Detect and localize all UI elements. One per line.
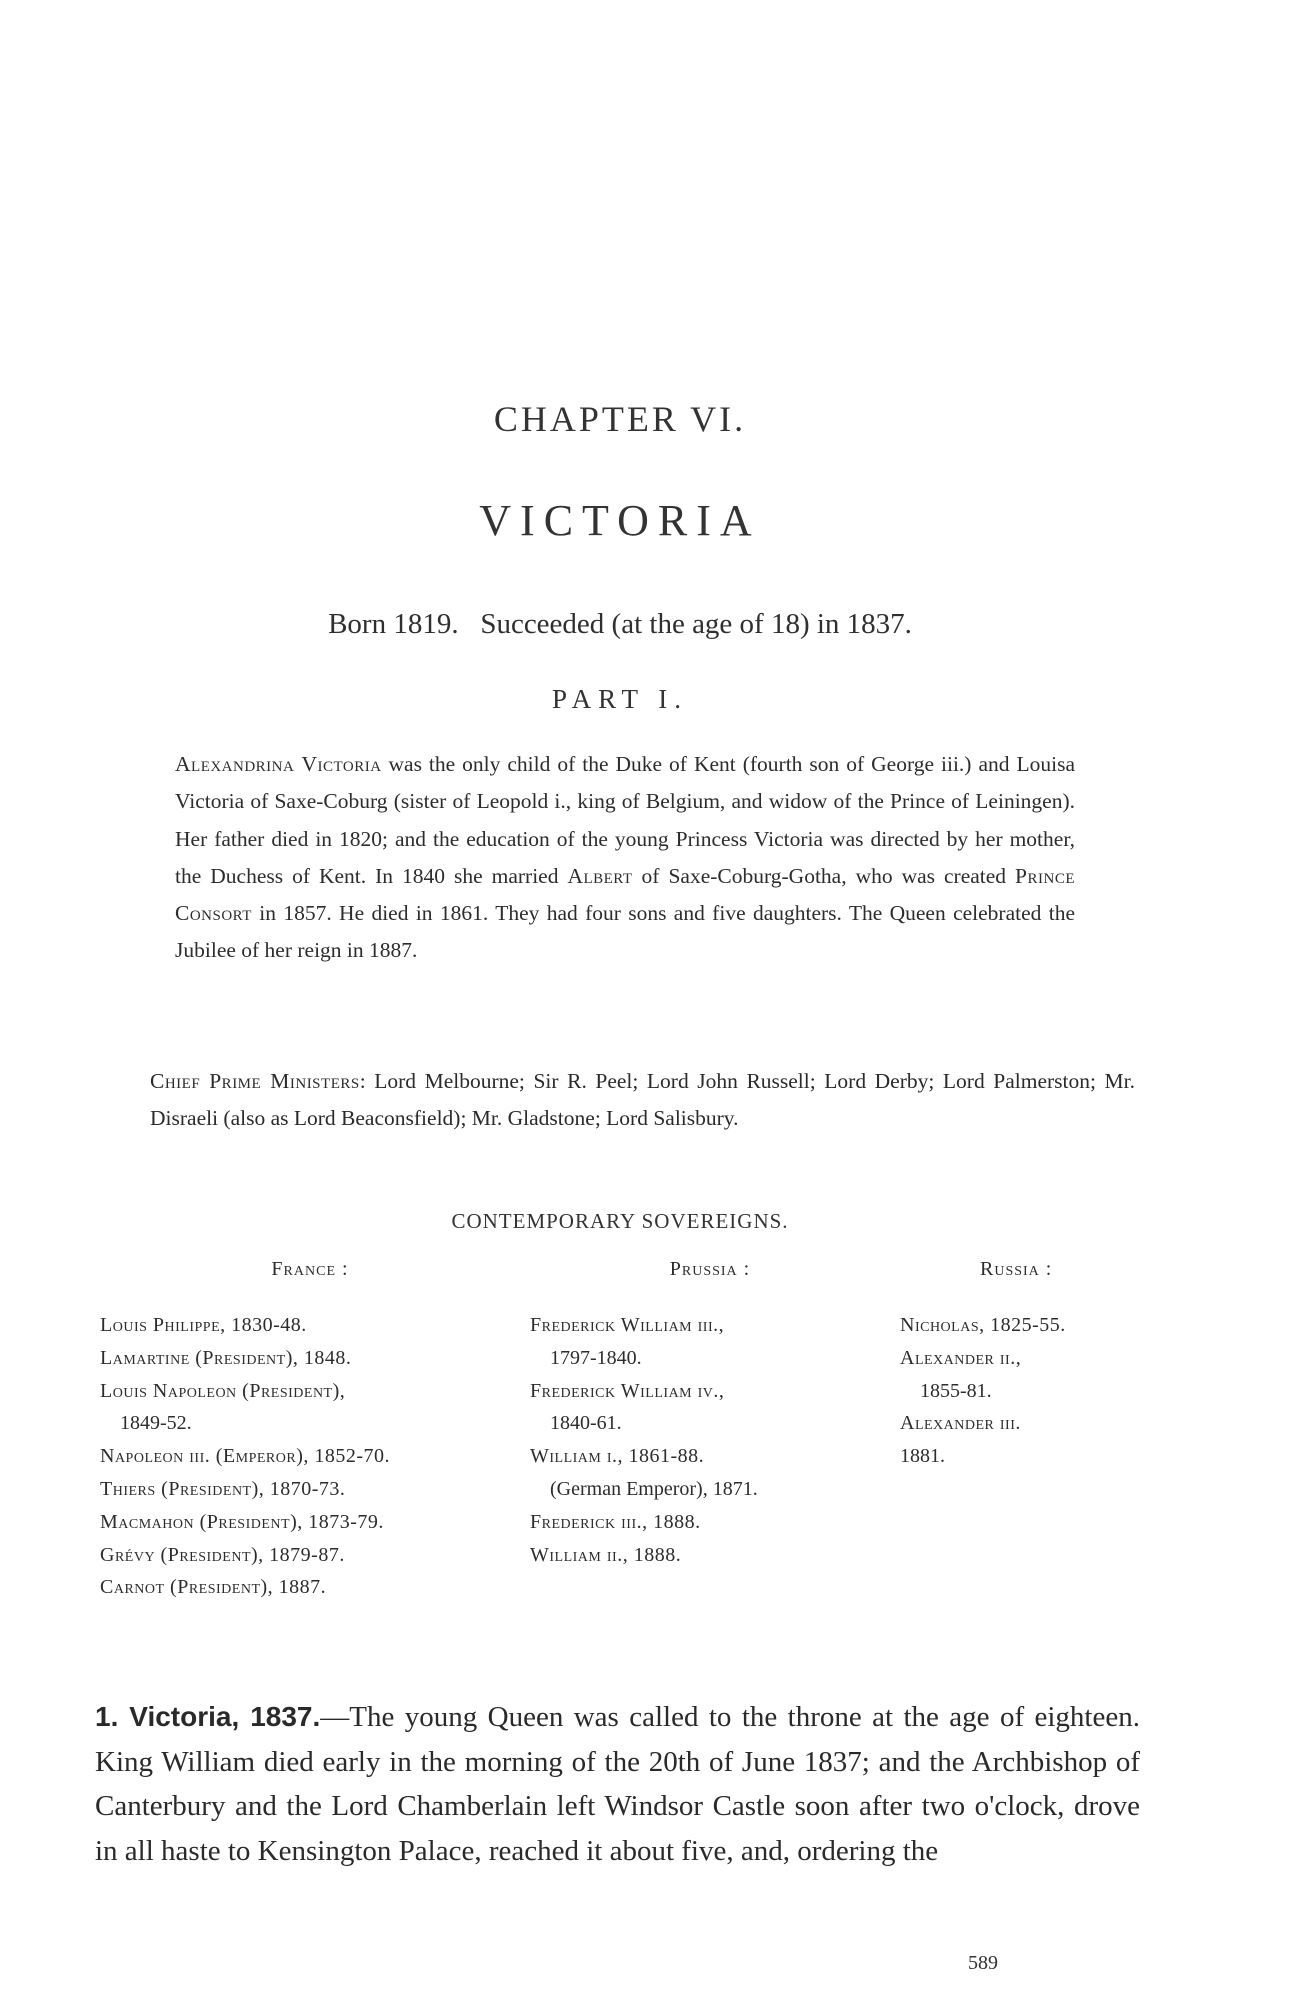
prussia-column: [530, 1253, 890, 1571]
prussia-line: William i., 1861-88.: [530, 1445, 705, 1468]
prime-ministers-paragraph: [125, 1063, 1135, 1137]
russia-line: Nicholas, 1825-55.: [900, 1314, 1066, 1336]
section-1-lead: 1. Victoria, 1837.: [95, 1701, 321, 1732]
france-line: Napoleon iii. (Emperor), 1852-70.: [100, 1445, 391, 1468]
page-number: 589: [968, 1952, 998, 1974]
russia-line: Alexander iii.: [900, 1412, 1021, 1435]
prussia-line: 1840-61.: [550, 1412, 622, 1435]
france-line: Carnot (President), 1887.: [100, 1576, 327, 1599]
intro-text-2: of Saxe-Coburg-Gotha, who was created: [632, 863, 1016, 888]
france-line: Grévy (President), 1879-87.: [100, 1543, 345, 1566]
section-1-text: —The young Queen was called to the throne at the age of eighteen. King William died early in the morning of the 20th of June 1837; and the Archbishop of Canterbury and the Lord Chamberlain left Windsor Castle soon after two o'clock, drove in all haste to Kensington Palace, reached it about five, and, ordering the: [95, 1701, 1140, 1867]
prussia-line: Frederick iii., 1888.: [530, 1510, 701, 1533]
russia-line: Alexander ii.,: [900, 1346, 1022, 1369]
france-line: Thiers (President), 1870-73.: [100, 1477, 346, 1500]
chapter-heading: CHAPTER VI.: [493, 399, 747, 439]
intro-albert: Albert: [567, 863, 633, 888]
france-line: 1849-52.: [120, 1412, 192, 1435]
france-column: [100, 1253, 520, 1604]
intro-paragraph: [175, 746, 1075, 970]
prussia-line: (German Emperor), 1871.: [550, 1477, 758, 1500]
france-line: Macmahon (President), 1873-79.: [100, 1510, 384, 1533]
ministers-text: : Lord Melbourne; Sir R. Peel; Lord John Russell; Lord Derby; Lord Palmerston; Mr. Disraeli (also as Lord Beaconsfield); Mr. Gladstone; Lord Salisbury.: [150, 1069, 1135, 1130]
france-line: Lamartine (President), 1848.: [100, 1346, 352, 1369]
france-heading: France :: [271, 1258, 349, 1280]
part-heading: PART I.: [552, 684, 688, 714]
russia-column: [900, 1253, 1140, 1473]
intro-text-1: was the only child of the Duke of Kent (fourth son of George iii.) and Louisa Victoria of Saxe-Coburg (sister of Leopold i., king of Belgium, and widow of the Prince of Leiningen). Her father died in 1820; and the education of the young Princess Victoria was directed by her mother, the Duchess of Kent. In 1840 she married: [175, 752, 1075, 888]
subtitle-dates: Born 1819. Succeeded (at the age of 18) in 1837.: [328, 608, 912, 640]
prussia-line: 1797-1840.: [550, 1346, 642, 1369]
ministers-label: Chief Prime Ministers: [150, 1069, 360, 1093]
intro-lead-name: Alexandrina Victoria: [175, 752, 382, 776]
france-line: Louis Napoleon (President),: [100, 1379, 346, 1402]
intro-prince-consort: Prince Consort: [175, 863, 1075, 926]
russia-line: 1881.: [900, 1445, 945, 1468]
chapter-title: VICTORIA: [479, 496, 761, 545]
russia-heading: Russia :: [980, 1258, 1053, 1280]
france-line: Louis Philippe, 1830-48.: [100, 1314, 307, 1336]
prussia-heading: Prussia :: [669, 1258, 751, 1280]
prussia-line: Frederick William iv.,: [530, 1379, 725, 1402]
prussia-line: Frederick William iii.,: [530, 1314, 725, 1336]
contemporary-sovereigns-heading: CONTEMPORARY SOVEREIGNS.: [451, 1209, 789, 1233]
russia-line: 1855-81.: [920, 1379, 992, 1402]
section-1-paragraph: [95, 1695, 1140, 1873]
intro-text-3: in 1857. He died in 1861. They had four sons and five daughters. The Queen celebrated the Jubilee of her reign in 1887.: [175, 901, 1075, 963]
prussia-line: William ii., 1888.: [530, 1543, 682, 1566]
